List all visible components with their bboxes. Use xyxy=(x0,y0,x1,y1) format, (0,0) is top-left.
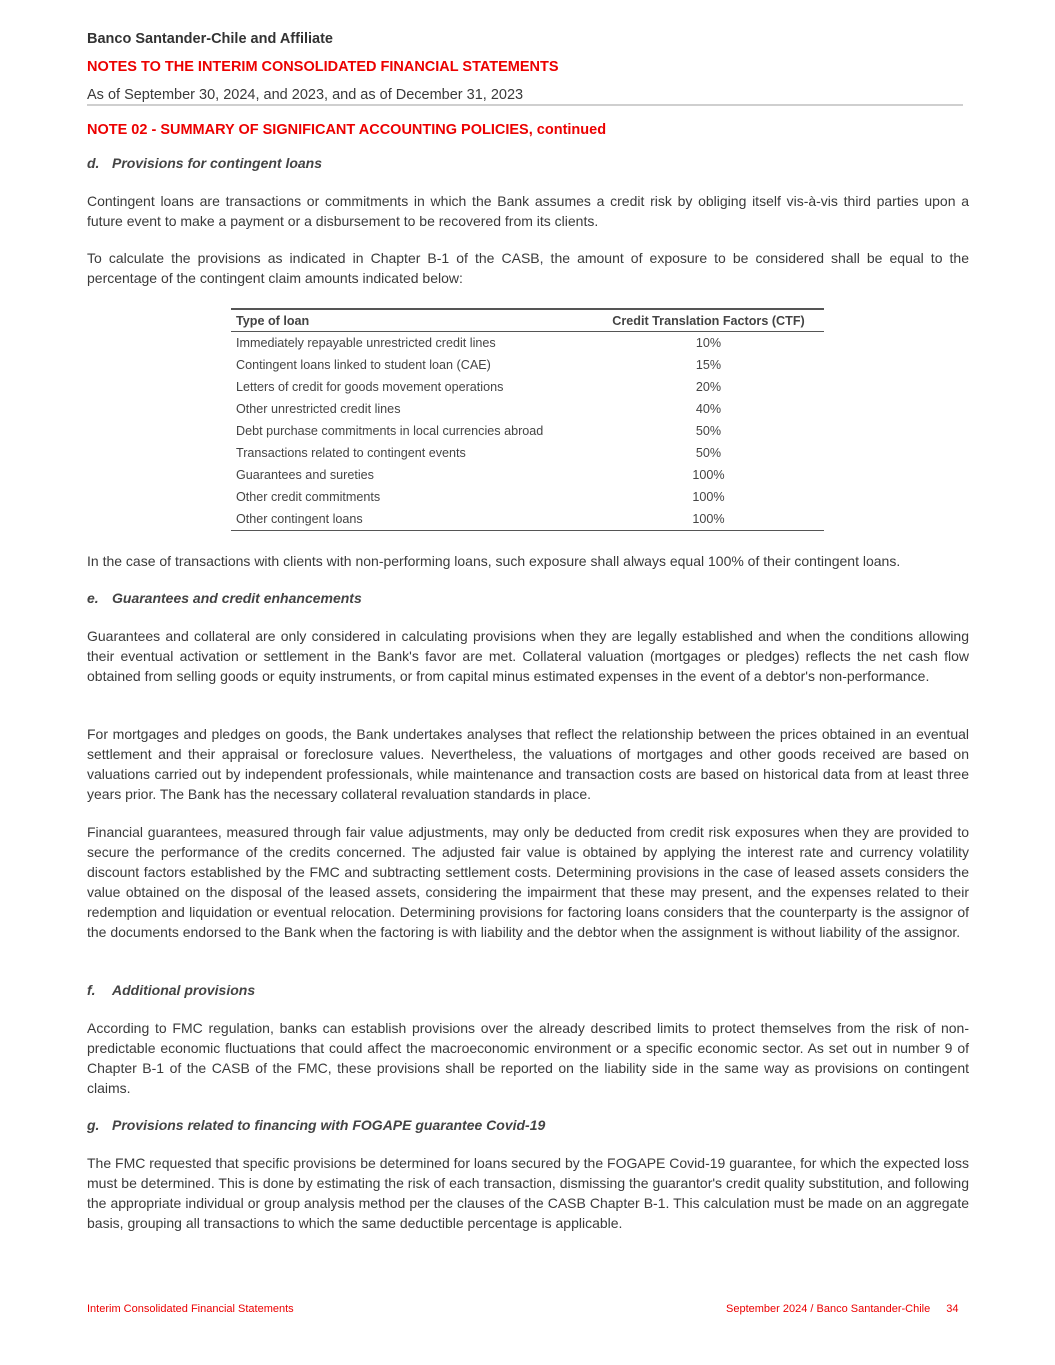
col-header-ctf: Credit Translation Factors (CTF) xyxy=(593,309,824,332)
ctf-value-cell: 40% xyxy=(695,402,722,416)
loan-type-cell: Debt purchase commitments in local currencies abroad xyxy=(236,424,544,438)
ctf-value-cell: 100% xyxy=(593,508,824,531)
section-d-para-1: Contingent loans are transactions or commitments in which the Bank assumes a credit risk by obliging itself vis-à-vis third parties upon a future event to make a payment or a disbursement to be recovered from its clients. xyxy=(87,193,969,230)
table-row xyxy=(231,508,824,531)
ctf-table xyxy=(231,308,824,531)
section-d-title: Provisions for contingent loans xyxy=(112,155,323,171)
loan-type-cell: Other unrestricted credit lines xyxy=(236,402,401,416)
section-g-letter: g. xyxy=(87,1117,100,1133)
section-g-para-1: The FMC requested that specific provisions be determined for loans secured by the FOGAPE Covid-19 guarantee, for which the expected loss must be determined. This is done by estimating the risk of each transaction, dismissing the guarantor's credit quality substitution, and following the appropriate individual or group analysis method per the clauses of the CASB Chapter B-1. This calculation must be made on an aggregate basis, grouping all transactions to which the same deductible percentage is applicable. xyxy=(87,1155,969,1232)
note-title: NOTE 02 - SUMMARY OF SIGNIFICANT ACCOUNTING POLICIES, continued xyxy=(87,122,607,138)
ctf-value-cell: 10% xyxy=(695,336,722,350)
section-d-heading xyxy=(87,155,322,171)
section-g-title: Provisions related to financing with FOGAPE guarantee Covid-19 xyxy=(112,1117,546,1133)
ctf-value-cell: 100% xyxy=(692,490,725,504)
ctf-value-cell: 50% xyxy=(695,424,722,438)
section-e-para-2: For mortgages and pledges on goods, the Bank undertakes analyses that reflect the relationship between the prices obtained in an eventual settlement and their appraisal or foreclosure values. Nevertheless, the valuations of mortgages and other goods received are based on valuations carried out by independent professionals, while maintenance and transaction costs are based on historical data from at least three years prior. The Bank has the necessary collateral revaluation standards in place. xyxy=(87,726,969,803)
table-row xyxy=(231,376,824,398)
footer-left-text: Interim Consolidated Financial Statements xyxy=(87,1303,294,1315)
loan-type-cell: Contingent loans linked to student loan (CAE) xyxy=(236,358,491,372)
section-g-heading xyxy=(87,1117,545,1133)
section-e-heading xyxy=(87,590,362,606)
table-row xyxy=(231,398,824,420)
page-number: 34 xyxy=(946,1303,959,1315)
section-e-para-1: Guarantees and collateral are only considered in calculating provisions when they are legally established and when the conditions allowing their eventual activation or settlement in the Bank's favor are met. Collateral valuation (mortgages or pledges) reflects the net cash flow obtained from selling goods or equity instruments, or from capital minus estimated expenses in the event of a debtor's non-performance. xyxy=(87,628,969,685)
section-f-title: Additional provisions xyxy=(112,982,256,998)
footer-right-text: September 2024 / Banco Santander-Chile xyxy=(726,1303,931,1315)
table-row xyxy=(231,354,824,376)
notes-title: NOTES TO THE INTERIM CONSOLIDATED FINANCIAL STATEMENTS xyxy=(87,59,559,75)
loan-type-cell: Guarantees and sureties xyxy=(236,468,374,482)
header-divider xyxy=(87,104,963,106)
ctf-value-cell: 100% xyxy=(692,468,725,482)
loan-type-cell: Transactions related to contingent events xyxy=(236,446,466,460)
section-d-para-3: In the case of transactions with clients with non-performing loans, such exposure shall always equal 100% of their contingent loans. xyxy=(87,553,901,569)
company-name: Banco Santander-Chile and Affiliate xyxy=(87,31,333,47)
loan-type-cell: Immediately repayable unrestricted credit lines xyxy=(236,336,496,350)
table-header-row xyxy=(231,309,824,332)
section-f-para-1: According to FMC regulation, banks can establish provisions over the already described limits to protect themselves from the risk of non-predictable economic fluctuations that could affect the macroeconomic environment or a specific economic sector. As set out in number 9 of Chapter B-1 of the CASB of the FMC, these provisions shall be reported on the liability side in the same way as provisions on contingent claims. xyxy=(87,1020,969,1097)
table-row xyxy=(231,332,824,355)
section-e-letter: e. xyxy=(87,590,99,606)
col-header-type: Type of loan xyxy=(231,309,593,332)
loan-type-cell: Letters of credit for goods movement operations xyxy=(236,380,504,394)
table-row xyxy=(231,486,824,508)
date-line: As of September 30, 2024, and 2023, and as of December 31, 2023 xyxy=(87,87,524,103)
ctf-table-body xyxy=(231,332,824,531)
ctf-value-cell: 15% xyxy=(695,358,722,372)
section-f-letter: f. xyxy=(87,982,96,998)
loan-type-cell: Other contingent loans xyxy=(231,508,593,531)
table-row xyxy=(231,464,824,486)
section-e-title: Guarantees and credit enhancements xyxy=(112,590,362,606)
section-d-para-2: To calculate the provisions as indicated in Chapter B-1 of the CASB, the amount of exposure to be considered shall be equal to the percentage of the contingent claim amounts indicated below: xyxy=(87,250,969,287)
ctf-value-cell: 20% xyxy=(695,380,722,394)
table-row xyxy=(231,420,824,442)
table-row xyxy=(231,442,824,464)
section-e-para-3: Financial guarantees, measured through fair value adjustments, may only be deducted from credit risk exposures when they are provided to secure the performance of the credits concerned. The adjusted fair value is obtained by applying the interest rate and currency volatility discount factors established by the FMC and subtracting settlement costs. Determining provisions in the case of leased assets considers the value obtained on the disposal of the leased assets, considering the impairment that these may present, and the expenses related to their redemption and liquidation or eventual relocation. Determining provisions for factoring loans considers that the counterparty is the assignor of the documents endorsed to the Bank when the factoring is with liability and the debtor when the assignment is without liability of the assignor. xyxy=(87,824,969,941)
section-d-letter: d. xyxy=(87,155,100,171)
loan-type-cell: Other credit commitments xyxy=(236,490,381,504)
ctf-value-cell: 50% xyxy=(695,446,722,460)
footer-right xyxy=(726,1303,959,1315)
section-f-heading xyxy=(87,982,255,998)
